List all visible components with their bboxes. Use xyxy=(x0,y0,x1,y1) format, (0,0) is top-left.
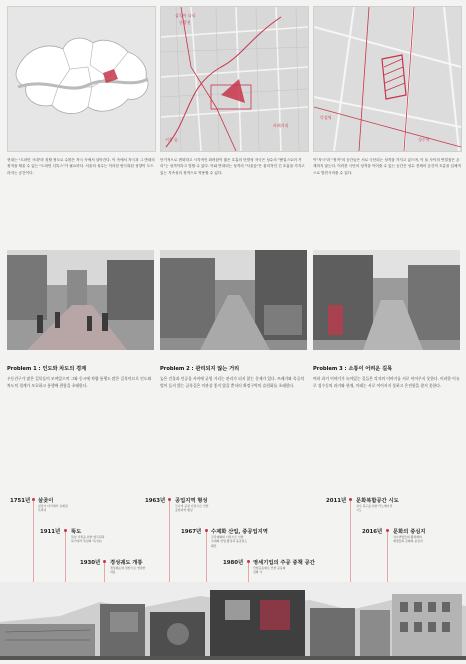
timeline-year-2011: 2011년 xyxy=(326,498,347,504)
timeline-desc-1967: 금강제화의 이전으로 인한 수제화 산업 활성과 중공업도 확산 xyxy=(211,535,248,548)
timeline-event-1751: 살곶이 xyxy=(38,498,54,504)
problem-1-title: Problem 1 : 인도와 차도의 경계 xyxy=(7,366,87,372)
timeline-event-2011: 문화복합공간 시도 xyxy=(356,498,399,504)
timeline-desc-1980: 산업공동화로 인한 공동화 심화 기 xyxy=(253,566,286,575)
photo-street-problem-2 xyxy=(160,250,307,350)
timeline-year-1751: 1751년 xyxy=(10,498,31,504)
seongsu-district-map xyxy=(160,6,309,152)
panorama-collage xyxy=(0,582,466,660)
timeline-connectors xyxy=(0,490,466,590)
problem-3-text: 여러 과거 이야기가 녹아있는 길들은 각자의 이야기를 서로 이어주지 못한다. 이러한 이유로 성수동의 과거와 현재, 미래는 서로 이어지지 못하고 온전함을 찾지 못한다. xyxy=(313,376,460,388)
timeline-event-1980: 영세기업의 주공 중책 공간 xyxy=(253,560,315,566)
map-label-bridge: 삼곡어 다리 xyxy=(175,13,196,18)
seoul-overview-map xyxy=(7,6,156,152)
timeline-year-1963: 1963년 xyxy=(145,498,166,504)
map-label-seongsu-station: 성수역 xyxy=(418,137,430,142)
timeline-event-1911: 뚝도 xyxy=(71,529,82,535)
timeline-desc-1930: 경성궤도와 전찬으로 연결한 여름 xyxy=(110,566,146,575)
timeline-event-1967: 수제화 산업, 중공업지역 xyxy=(211,529,268,535)
map-label-stream: 중랑천 xyxy=(179,20,191,25)
problem-1-text: 우동건구가 많은 길목들이 모여있으며 그와 동시에 차량 통행도 많은 길목이므로 인도와 차도의 경계가 모호하고 통행에 편함을 초래한다. xyxy=(7,376,152,388)
caption-site: 이"자극"과 "정적"의 공간들은 서로 극단되는 성격을 가지고 있으며, 이 둘 사이의 연결점은 존재하지 않는다. 이러한 극단의 성격을 이어줄 수 있는 공간은 성수 전체의 공간적 흐름을 입체적으로 발전시켜줄 수 있다. xyxy=(313,158,461,175)
problem-2-text: 높은 건물과 인공물 사이에 균열 거리는 관리가 되지 않는 문제가 있다. 쓰레기와 목공의 벌이 들지 않는 골목길은 미관상 좋지 않을 뿐더러 획정구역의 슬럼화를 초래한다. xyxy=(160,376,305,388)
photo-street-problem-1 xyxy=(7,250,154,350)
timeline-desc-1963: 모나미 공장 이전으로 인한 공업지역 형성 xyxy=(175,504,209,513)
timeline-desc-1911: 뚝섬 서쪽을 위한 영주원과 뚝기에서 뚝섬의 '뚝'(뚝) xyxy=(71,535,105,544)
problem-2-title: Problem 2 : 관리되지 않는 거리 xyxy=(160,366,240,372)
timeline-year-2016: 2016년 xyxy=(362,529,383,535)
caption-district: 단기적으로 변화하고 시각적인 화려함이 짧은 호흡의 단발성 자극은 성수의 "팝업스토어 거리"는 성격이라고 말할 수 있다. 이와 반대되는 성격의 "서울숲"은 물리적인 긴 호흡을 가지고 있는 지속성의 정적으로 작용할 수 있다. xyxy=(160,158,305,175)
site-detail-map xyxy=(313,6,462,152)
timeline-event-2016: 문화의 중심지 xyxy=(393,529,426,535)
timeline-year-1980: 1980년 xyxy=(223,560,244,566)
problem-3-title: Problem 3 : 소통이 어려운 길목 xyxy=(313,366,393,372)
timeline-desc-2016: 성수연방들의 활력화와 재생들의 문화의 중심지 xyxy=(393,535,423,544)
caption-overview: 현대는 "도파민 시대"라 칭할 정도로 수많은 자극 속에서 살아간다. 이 속에서 자극과 그 반대의 정적을 채울 수 있는 "도파민 디톡스"가 필요하다. 서울의 성수는 이러한 양극화된 성향이 도드라지는 공간이다. xyxy=(7,158,155,175)
map-label-ttukseom-station: 뚝섬역 xyxy=(320,115,332,120)
photo-street-problem-3 xyxy=(313,250,460,350)
map-label-cafe-street: 카페거리 xyxy=(273,123,289,128)
timeline-desc-2011: 성수 뚝구를 위한 리노베이션 시도 xyxy=(356,504,393,513)
timeline-year-1911: 1911년 xyxy=(40,529,61,535)
timeline-event-1930: 경성궤도 개통 xyxy=(110,560,143,566)
timeline-year-1930: 1930년 xyxy=(80,560,101,566)
timeline-year-1967: 1967년 xyxy=(181,529,202,535)
timeline-desc-1751: 살곶이 다리에서 유래된 목축지 xyxy=(38,504,68,513)
map-label-seoul-forest: 서울 숲 xyxy=(165,137,178,142)
timeline-event-1963: 공업지역 형성 xyxy=(175,498,208,504)
